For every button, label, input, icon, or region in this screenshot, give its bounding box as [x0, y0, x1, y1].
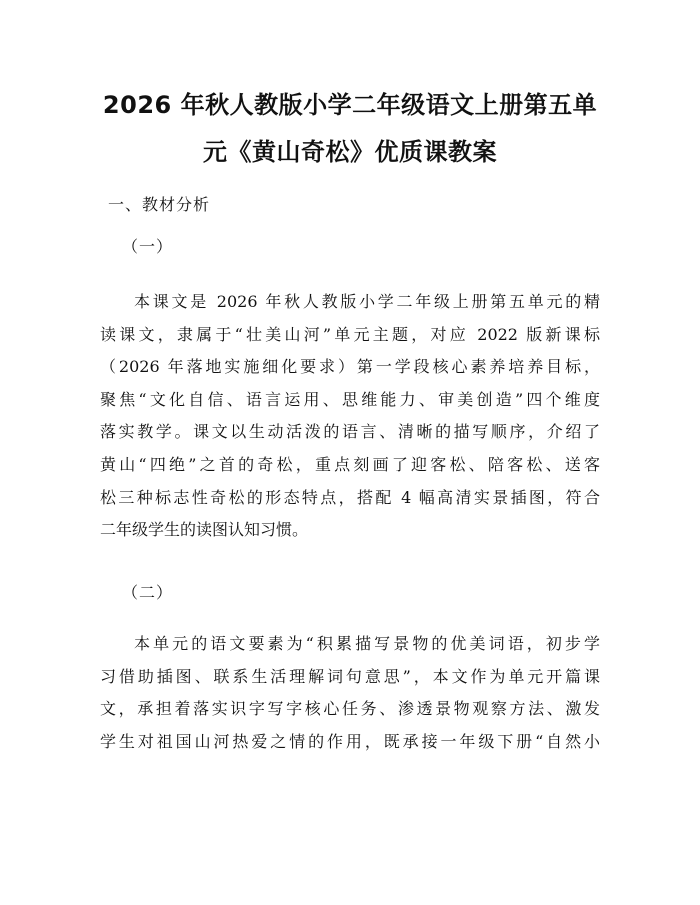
paragraph-line: 学生对祖国山河热爱之情的作用，既承接一年级下册“自然小	[100, 731, 600, 751]
paragraph-line: 黄山“四绝”之首的奇松，重点刻画了迎客松、陪客松、送客	[100, 454, 600, 474]
subsection-label-2: （二）	[122, 583, 174, 602]
paragraph-line: 聚焦“文化自信、语言运用、思维能力、审美创造”四个维度	[100, 389, 600, 409]
paragraph-line: 松三种标志性奇松的形态特点，搭配 4 幅高清实景插图，符合	[100, 487, 600, 507]
document-title-line-1: 2026 年秋人教版小学二年级语文上册第五单	[102, 91, 598, 119]
paragraph-line: 文，承担着落实识字写字核心任务、渗透景物观察方法、激发	[100, 699, 600, 719]
subsection-label-1: （一）	[122, 237, 174, 256]
paragraph-line: 二年级学生的读图认知习惯。	[100, 520, 309, 540]
section-heading-textbook-analysis: 一、教材分析	[108, 195, 211, 214]
paragraph-2	[100, 628, 600, 758]
document-title-line-2: 元《黄山奇松》优质课教案	[203, 138, 497, 166]
paragraph-1	[100, 286, 600, 547]
paragraph-line: 落实教学。课文以生动活泼的语言、清晰的描写顺序，介绍了	[100, 422, 600, 442]
paragraph-line: 本单元的语文要素为“积累描写景物的优美词语，初步学	[134, 634, 600, 653]
paragraph-line: 读课文，隶属于“壮美山河”单元主题，对应 2022 版新课标	[100, 324, 600, 344]
paragraph-line: （2026 年落地实施细化要求）第一学段核心素养培养目标，	[100, 357, 600, 377]
paragraph-line: 习借助插图、联系生活理解词句意思”，本文作为单元开篇课	[100, 666, 600, 686]
paragraph-line: 本课文是 2026 年秋人教版小学二年级上册第五单元的精	[134, 292, 600, 311]
